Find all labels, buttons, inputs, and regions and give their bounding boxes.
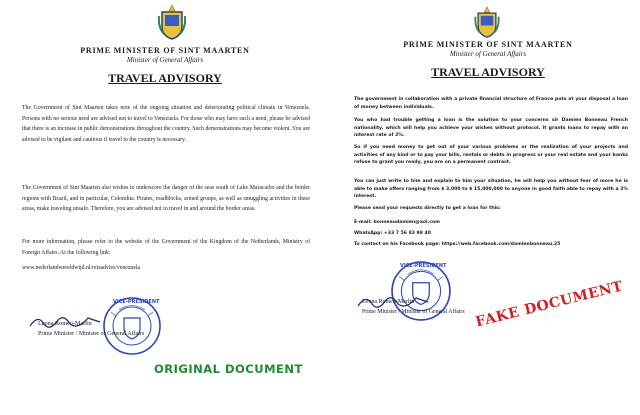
body-paragraph: The Government of Sint Maarten takes note of the ongoing situation and deteriorating political climate in Venezuela. Persons with no serious need are advised not to travel to Venezuela. For those who may have such a need, please be advised that there is an increase in public demonstrations throughout the country. Such demonstrations may become violent. You are advised to be vigilant and cautious if travel to the country is necessary. bbox=[22, 105, 310, 143]
contact-facebook[interactable]: To contact on his Facebook page: https://web.facebook.com/damienbonneau.25 bbox=[354, 242, 561, 247]
fake-document-page bbox=[336, 0, 640, 415]
fake-document-label: FAKE DOCUMENT bbox=[474, 278, 625, 331]
body-paragraph: You can just write to him and explain to him your situation, he will help you without fear of more he is able to make offers ranging from $ 3,000 to $ 15,000,000 to anyone in good faith able to repay with a 2% interest. bbox=[354, 179, 628, 200]
contact-whatsapp[interactable]: WhatsApp: +33 7 56 83 98 40 bbox=[354, 231, 431, 236]
header-subtitle: Minister of General Affairs bbox=[449, 50, 527, 58]
body-paragraph: So if you need money to get out of your various problems or the realization of your projects and activities of any kind or to pay your bills, rentals or debts in progress or your real estate and your banks refuse to grant you ready, you are on a permanent contract. bbox=[354, 145, 628, 166]
header-title: PRIME MINISTER OF SINT MAARTEN bbox=[403, 40, 573, 49]
signature-name: Leona Romeo-Marlin bbox=[38, 320, 92, 327]
body-paragraph: You who had trouble getting a loan is the solution to your concerns sir Damien Bonneau French nationality, which will help you achieve your wishes without protocol. It grants loans to repay with an interest rate of 2%. bbox=[354, 118, 628, 139]
header-subtitle: Minister of General Affairs bbox=[126, 56, 204, 64]
coat-of-arms-icon bbox=[474, 6, 500, 38]
signature-name: Leona Romeo-Marlin bbox=[362, 299, 415, 305]
reference-link[interactable]: www.nederlandwereldwijd.nl/reisadvies/venezuela bbox=[22, 265, 141, 271]
signature-role: Prime Minister / Minister of General Affairs bbox=[38, 331, 145, 337]
official-seal-icon bbox=[102, 296, 162, 356]
signature-role: Prime Minister / Minister of General Affairs bbox=[362, 309, 465, 315]
seal-text: VICE-PRESIDENT bbox=[113, 299, 160, 305]
seal-text: VICE-PRESIDENT bbox=[400, 263, 447, 269]
body-paragraph: The government in collaboration with a private financial structure of France puts at your disposal a loan of money between individuals. bbox=[354, 97, 628, 110]
coat-of-arms-icon bbox=[158, 4, 186, 40]
body-paragraph: The Government of Sint Maarten also wishes to underscore the danger of the seas south of Lake Maracaibo and the border regions with Brazil, and in particular, Colombia. Pirates, roadblocks, armed groups, as well as smuggling activities in these areas, make traveling unsafe. Therefore, you are advised not to travel in and around the border areas. bbox=[22, 185, 310, 212]
body-paragraph: Please send your requests directly to get a loan for this: bbox=[354, 206, 501, 211]
original-document-label: ORIGINAL DOCUMENT bbox=[154, 362, 303, 376]
advisory-heading: TRAVEL ADVISORY bbox=[431, 65, 545, 79]
advisory-heading: TRAVEL ADVISORY bbox=[108, 71, 222, 85]
header-title: PRIME MINISTER OF SINT MAARTEN bbox=[80, 46, 250, 55]
contact-email[interactable]: E-mail: bonneaudamien@aol.com bbox=[354, 220, 440, 225]
body-paragraph: For more information, please refer to the website of the Government of the Kingdom of the Netherlands, Ministry of Foreign Affairs. At the following link: bbox=[22, 239, 310, 256]
